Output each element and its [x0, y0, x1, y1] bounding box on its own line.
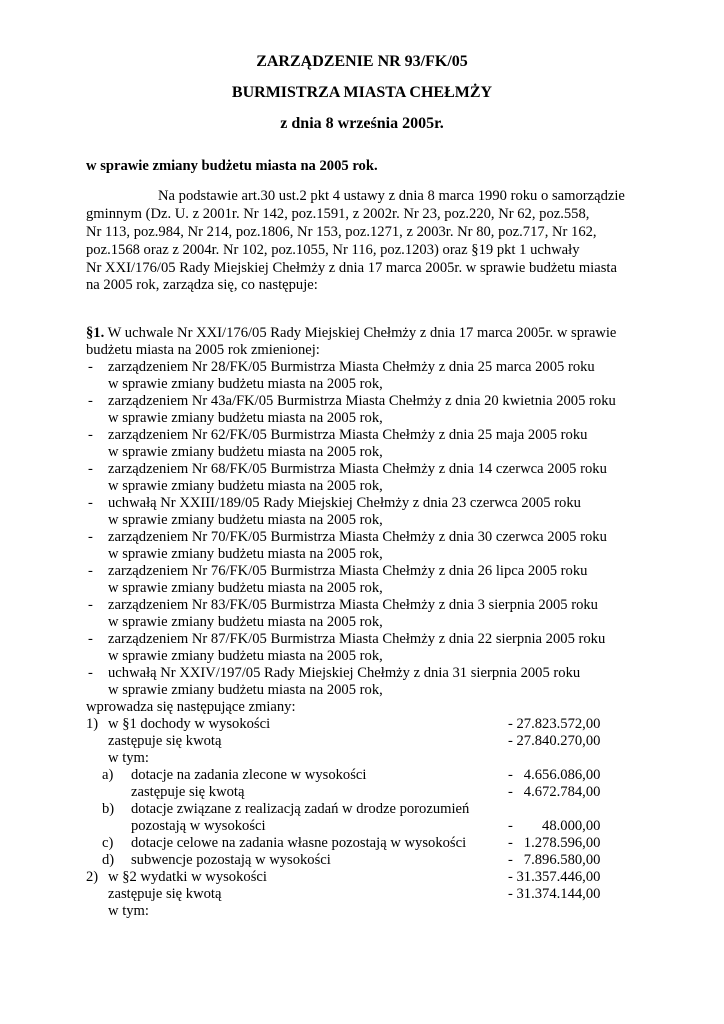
decree-issuer: BURMISTRZA MIASTA CHEŁMŻY [231, 84, 493, 101]
list-item-cont: w sprawie zmiany budżetu miasta na 2005 rok, [108, 580, 383, 596]
subitem-text2: zastępuje się kwotą [131, 784, 245, 800]
list-dash: - [88, 359, 93, 375]
list-item: zarządzeniem Nr 76/FK/05 Burmistrza Miasta Chełmży z dnia 26 lipca 2005 roku [108, 563, 588, 579]
section-1-intro-line2: budżetu miasta na 2005 rok zmienionej: [86, 342, 320, 358]
list-item: zarządzeniem Nr 62/FK/05 Burmistrza Miasta Chełmży z dnia 25 maja 2005 roku [108, 427, 588, 443]
list-item-cont: w sprawie zmiany budżetu miasta na 2005 rok, [108, 478, 383, 494]
item-number: 2) [86, 869, 99, 885]
list-item-cont: w sprawie zmiany budżetu miasta na 2005 rok, [108, 444, 383, 460]
list-dash: - [88, 427, 93, 443]
list-item-cont: w sprawie zmiany budżetu miasta na 2005 rok, [108, 614, 383, 630]
expenses-label: w §2 wydatki w wysokości [108, 869, 267, 885]
list-dash: - [88, 563, 93, 579]
preamble-line: gminnym (Dz. U. z 2001r. Nr 142, poz.1591, z 2002r. Nr 23, poz.220, Nr 62, poz.558, [86, 206, 590, 222]
subitem-amount: - 4.656.086,00 [508, 767, 601, 783]
list-item-cont: w sprawie zmiany budżetu miasta na 2005 rok, [108, 648, 383, 664]
in-which-label: w tym: [108, 750, 149, 766]
decree-subject: w sprawie zmiany budżetu miasta na 2005 rok. [86, 158, 378, 174]
list-dash: - [88, 665, 93, 681]
subitem-text: dotacje związane z realizacją zadań w drodze porozumień [131, 801, 470, 817]
income-label: w §1 dochody w wysokości [108, 716, 271, 732]
subitem-text: subwencje pozostają w wysokości [131, 852, 331, 868]
changes-intro: wprowadza się następujące zmiany: [86, 699, 296, 715]
list-dash: - [88, 461, 93, 477]
subitem-text2: pozostają w wysokości [131, 818, 266, 834]
list-dash: - [88, 631, 93, 647]
list-item: zarządzeniem Nr 87/FK/05 Burmistrza Miasta Chełmży z dnia 22 sierpnia 2005 roku [108, 631, 606, 647]
list-dash: - [88, 597, 93, 613]
subitem-amount: - 7.896.580,00 [508, 852, 601, 868]
income-replace-amount: - 27.840.270,00 [508, 733, 601, 749]
list-item: zarządzeniem Nr 70/FK/05 Burmistrza Miasta Chełmży z dnia 30 czerwca 2005 roku [108, 529, 607, 545]
subitem-letter: a) [102, 767, 114, 783]
subitem-amount: - 1.278.596,00 [508, 835, 601, 851]
list-item: zarządzeniem Nr 83/FK/05 Burmistrza Miasta Chełmży z dnia 3 sierpnia 2005 roku [108, 597, 598, 613]
list-item-cont: w sprawie zmiany budżetu miasta na 2005 rok, [108, 410, 383, 426]
list-dash: - [88, 393, 93, 409]
income-replace-label: zastępuje się kwotą [108, 733, 222, 749]
list-dash: - [88, 529, 93, 545]
list-item: uchwałą Nr XXIV/197/05 Rady Miejskiej Chełmży z dnia 31 sierpnia 2005 roku [108, 665, 581, 681]
list-item-cont: w sprawie zmiany budżetu miasta na 2005 rok, [108, 376, 383, 392]
preamble-line: Na podstawie art.30 ust.2 pkt 4 ustawy z dnia 8 marca 1990 roku o samorządzie [158, 188, 625, 204]
expenses-amount: - 31.357.446,00 [508, 869, 601, 885]
list-dash: - [88, 495, 93, 511]
list-item-cont: w sprawie zmiany budżetu miasta na 2005 rok, [108, 546, 383, 562]
preamble-line: poz.1568 oraz z 2004r. Nr 102, poz.1055, Nr 116, poz.1203) oraz §19 pkt 1 uchwały [86, 242, 580, 258]
list-item: zarządzeniem Nr 28/FK/05 Burmistrza Miasta Chełmży z dnia 25 marca 2005 roku [108, 359, 595, 375]
list-item-cont: w sprawie zmiany budżetu miasta na 2005 rok, [108, 512, 383, 528]
subitem-amount2: - 4.672.784,00 [508, 784, 601, 800]
preamble-line: Nr 113, poz.984, Nr 214, poz.1806, Nr 153, poz.1271, z 2003r. Nr 80, poz.717, Nr 162, [86, 224, 597, 240]
expenses-replace-label: zastępuje się kwotą [108, 886, 222, 902]
subitem-amount2: - 48.000,00 [508, 818, 601, 834]
preamble-line: na 2005 rok, zarządza się, co następuje: [86, 277, 318, 293]
preamble-line: Nr XXI/176/05 Rady Miejskiej Chełmży z dnia 17 marca 2005r. w sprawie budżetu miasta [86, 260, 617, 276]
subitem-text: dotacje celowe na zadania własne pozostają w wysokości [131, 835, 467, 851]
list-item-cont: w sprawie zmiany budżetu miasta na 2005 rok, [108, 682, 383, 698]
section-mark: §1. [86, 325, 105, 341]
list-item: zarządzeniem Nr 43a/FK/05 Burmistrza Miasta Chełmży z dnia 20 kwietnia 2005 roku [108, 393, 616, 409]
decree-date: z dnia 8 września 2005r. [280, 115, 444, 132]
section-1-intro [86, 325, 616, 342]
in-which-label: w tym: [108, 903, 149, 919]
section-1-intro-text: W uchwale Nr XXI/176/05 Rady Miejskiej Chełmży z dnia 17 marca 2005r. w sprawie [104, 325, 617, 341]
expenses-replace-amount: - 31.374.144,00 [508, 886, 601, 902]
decree-title: ZARZĄDZENIE NR 93/FK/05 [256, 53, 468, 70]
subitem-letter: d) [102, 852, 115, 868]
list-item: uchwałą Nr XXIII/189/05 Rady Miejskiej Chełmży z dnia 23 czerwca 2005 roku [108, 495, 581, 511]
subitem-letter: b) [102, 801, 115, 817]
list-item: zarządzeniem Nr 68/FK/05 Burmistrza Miasta Chełmży z dnia 14 czerwca 2005 roku [108, 461, 607, 477]
item-number: 1) [86, 716, 99, 732]
income-amount: - 27.823.572,00 [508, 716, 601, 732]
subitem-text: dotacje na zadania zlecone w wysokości [131, 767, 367, 783]
subitem-letter: c) [102, 835, 114, 851]
